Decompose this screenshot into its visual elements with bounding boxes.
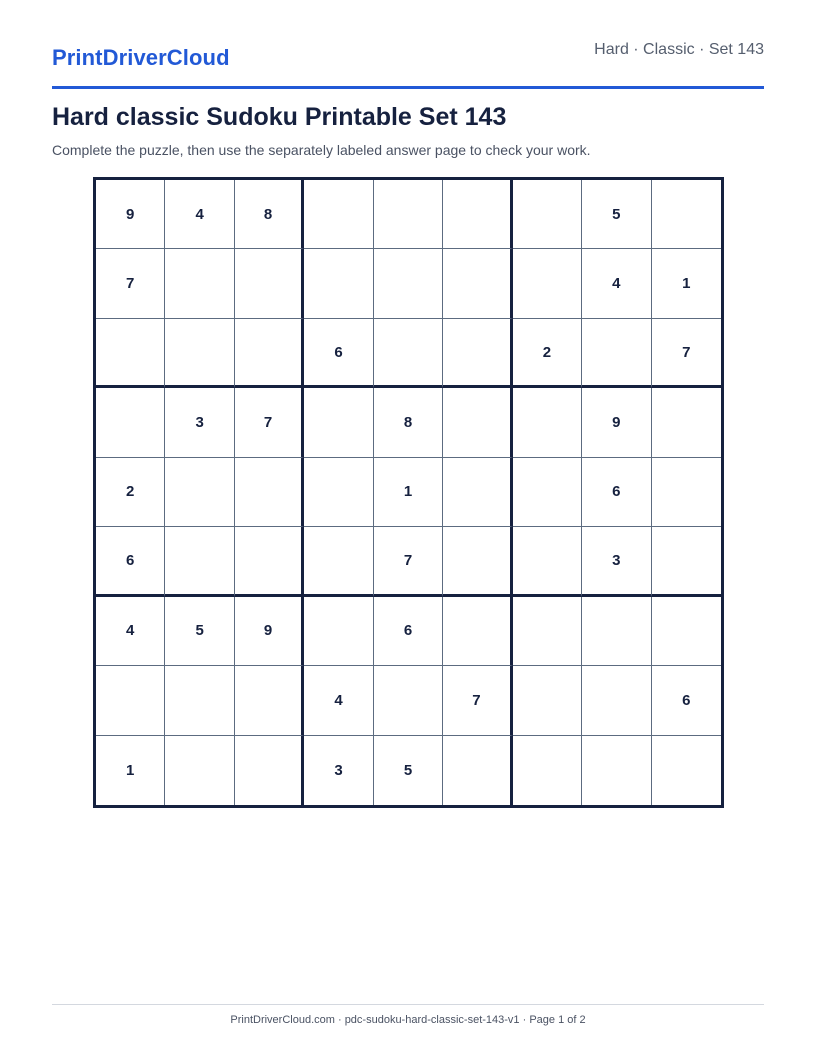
puzzle-meta: Hard · Classic · Set 143 <box>594 41 764 58</box>
page-title: Hard classic Sudoku Printable Set 143 <box>52 103 507 131</box>
sudoku-cell[interactable] <box>235 319 304 388</box>
sudoku-cell[interactable] <box>96 666 165 735</box>
sudoku-cell[interactable] <box>165 249 234 318</box>
sudoku-cell[interactable]: 7 <box>652 319 721 388</box>
sudoku-cell[interactable] <box>304 249 373 318</box>
sudoku-cell[interactable] <box>304 180 373 249</box>
brand-logo[interactable]: PrintDriverCloud <box>52 45 230 70</box>
sudoku-cell[interactable]: 3 <box>582 527 651 596</box>
sudoku-cell[interactable] <box>165 736 234 805</box>
sudoku-cell[interactable]: 6 <box>652 666 721 735</box>
sudoku-cell[interactable] <box>165 666 234 735</box>
sudoku-cell[interactable] <box>96 319 165 388</box>
sudoku-cell[interactable] <box>443 249 512 318</box>
sudoku-cell[interactable]: 7 <box>374 527 443 596</box>
sudoku-cell[interactable]: 4 <box>304 666 373 735</box>
sudoku-cell[interactable]: 4 <box>96 597 165 666</box>
sudoku-cell[interactable]: 3 <box>165 388 234 457</box>
page-subtitle: Complete the puzzle, then use the separately labeled answer page to check your work. <box>52 142 591 158</box>
sudoku-cell[interactable]: 8 <box>374 388 443 457</box>
sudoku-cell[interactable] <box>513 249 582 318</box>
sudoku-cell[interactable]: 6 <box>374 597 443 666</box>
sudoku-cell[interactable] <box>513 180 582 249</box>
sudoku-grid <box>93 177 724 808</box>
sudoku-cell[interactable]: 5 <box>374 736 443 805</box>
sudoku-cell[interactable] <box>652 180 721 249</box>
sudoku-cell[interactable]: 1 <box>652 249 721 318</box>
sudoku-cell[interactable]: 2 <box>96 458 165 527</box>
sudoku-cell[interactable] <box>235 736 304 805</box>
sudoku-cell[interactable] <box>165 458 234 527</box>
sudoku-cell[interactable] <box>304 597 373 666</box>
sudoku-cell[interactable]: 7 <box>96 249 165 318</box>
sudoku-cell[interactable]: 5 <box>165 597 234 666</box>
sudoku-cell[interactable] <box>652 527 721 596</box>
footer-divider <box>52 1004 764 1005</box>
sudoku-cell[interactable] <box>235 527 304 596</box>
sudoku-cell[interactable]: 6 <box>582 458 651 527</box>
sudoku-cell[interactable] <box>582 736 651 805</box>
sudoku-cell[interactable]: 9 <box>582 388 651 457</box>
sudoku-cell[interactable] <box>374 666 443 735</box>
page-header <box>52 38 764 89</box>
sudoku-cell[interactable]: 4 <box>165 180 234 249</box>
sudoku-cell[interactable]: 3 <box>304 736 373 805</box>
sudoku-cell[interactable] <box>652 736 721 805</box>
sudoku-cell[interactable] <box>443 527 512 596</box>
sudoku-cell[interactable] <box>374 319 443 388</box>
page-footer: PrintDriverCloud.com · pdc-sudoku-hard-classic-set-143-v1 · Page 1 of 2 <box>230 1014 586 1026</box>
sudoku-cell[interactable] <box>304 388 373 457</box>
sudoku-cell[interactable]: 1 <box>374 458 443 527</box>
sudoku-cell[interactable] <box>652 458 721 527</box>
sudoku-cell[interactable]: 4 <box>582 249 651 318</box>
sudoku-cell[interactable] <box>165 319 234 388</box>
sudoku-cell[interactable] <box>235 249 304 318</box>
sudoku-cell[interactable]: 6 <box>96 527 165 596</box>
sudoku-cell[interactable]: 7 <box>443 666 512 735</box>
sudoku-cell[interactable] <box>582 319 651 388</box>
sudoku-cell[interactable] <box>443 597 512 666</box>
sudoku-cell[interactable]: 7 <box>235 388 304 457</box>
sudoku-cell[interactable] <box>513 736 582 805</box>
sudoku-cell[interactable] <box>304 527 373 596</box>
sudoku-cell[interactable] <box>443 388 512 457</box>
sudoku-cell[interactable]: 9 <box>96 180 165 249</box>
sudoku-cell[interactable] <box>96 388 165 457</box>
sudoku-cell[interactable] <box>652 597 721 666</box>
sudoku-cell[interactable] <box>443 319 512 388</box>
sudoku-cell[interactable] <box>165 527 234 596</box>
sudoku-cell[interactable] <box>513 527 582 596</box>
sudoku-cell[interactable]: 1 <box>96 736 165 805</box>
sudoku-cell[interactable] <box>443 458 512 527</box>
sudoku-cell[interactable] <box>443 180 512 249</box>
sudoku-cell[interactable]: 6 <box>304 319 373 388</box>
sudoku-cell[interactable] <box>374 249 443 318</box>
sudoku-cell[interactable]: 5 <box>582 180 651 249</box>
sudoku-cell[interactable] <box>582 597 651 666</box>
sudoku-cell[interactable] <box>304 458 373 527</box>
sudoku-cell[interactable] <box>513 388 582 457</box>
sudoku-cell[interactable] <box>513 666 582 735</box>
sudoku-cell[interactable] <box>235 458 304 527</box>
sudoku-cell[interactable] <box>374 180 443 249</box>
sudoku-cell[interactable] <box>235 666 304 735</box>
sudoku-cell[interactable]: 8 <box>235 180 304 249</box>
sudoku-cell[interactable] <box>652 388 721 457</box>
sudoku-cell[interactable] <box>513 597 582 666</box>
sudoku-cell[interactable] <box>582 666 651 735</box>
sudoku-cell[interactable] <box>443 736 512 805</box>
sudoku-cell[interactable] <box>513 458 582 527</box>
sudoku-cell[interactable]: 9 <box>235 597 304 666</box>
sudoku-cell[interactable]: 2 <box>513 319 582 388</box>
